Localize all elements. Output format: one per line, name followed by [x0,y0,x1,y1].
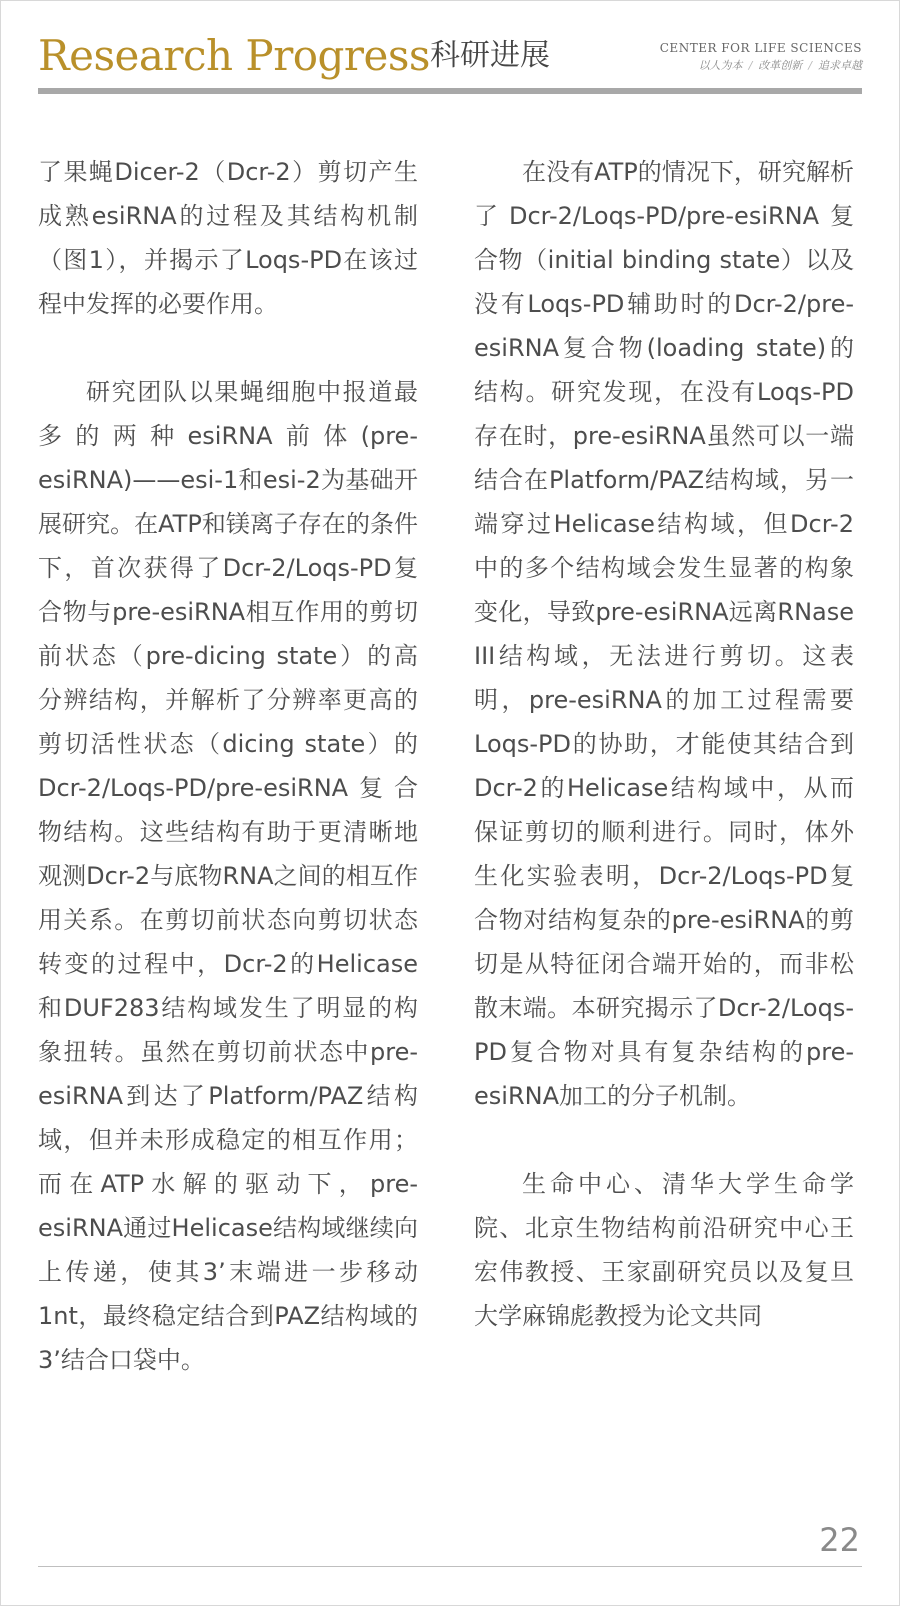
center-slogan [660,58,862,74]
page-header [38,26,862,96]
section-title-cn: 科研进展 [430,38,550,73]
paragraph: 研究团队以果蝇细胞中报道最多的两种esiRNA前体(pre-esiRNA)——esi-1和esi-2为基础开展研究。在ATP和镁离子存在的条件下，首次获得了Dcr-2/Loqs-PD复合物与pre-esiRNA相互作用的剪切前状态（pre-dicing state）的高分辨结构，并解析了分辨率更高的剪切活性状态（dicing state）的Dcr-2/Loqs-PD/pre-esiRNA复合物结构。这些结构有助于更清晰地观测Dcr-2与底物RNA之间的相互作用关系。在剪切前状态向剪切状态转变的过程中，Dcr-2的Helicase和DUF283结构域发生了明显的构象扭转。虽然在剪切前状态中pre-esiRNA到达了Platform/PAZ结构域，但并未形成稳定的相互作用；而在ATP水解的驱动下，pre-esiRNA通过Helicase结构域继续向上传递，使其3’末端进一步移动1nt，最终稳定结合到PAZ结构域的3’结合口袋中。 [38,378,418,1374]
paragraph: 生命中心、清华大学生命学院、北京生物结构前沿研究中心王宏伟教授、王家副研究员以及复旦大学麻锦彪教授为论文共同 [474,1170,854,1330]
section-title-en: Research Progress [38,31,430,80]
footer-rule [38,1566,862,1567]
paragraph: 了果蝇Dicer-2（Dcr-2）剪切产生成熟esiRNA的过程及其结构机制（图1），并揭示了Loqs-PD在该过程中发挥的必要作用。 [38,158,418,318]
center-branding [660,40,862,74]
page-number: 22 [819,1521,860,1559]
left-column [38,150,418,1382]
slogan-part-3: 追求卓越 [818,59,862,72]
right-column [474,150,854,1338]
slogan-part-2: 改革创新 [758,59,803,72]
center-name: CENTER FOR LIFE SCIENCES [659,41,862,55]
slogan-separator: / [808,59,812,72]
slogan-part-1: 以人为本 [698,59,743,72]
slogan-separator: / [748,59,753,72]
paragraph: 在没有ATP的情况下，研究解析了Dcr-2/Loqs-PD/pre-esiRNA复合物（initial binding state）以及没有Loqs-PD辅助时的Dcr-2/pre-esiRNA复合物(loading state)的结构。研究发现，在没有Loqs-PD存在时，pre-esiRNA虽然可以一端结合在Platform/PAZ结构域，另一端穿过Helicase结构域，但Dcr-2中的多个结构域会发生显著的构象变化，导致pre-esiRNA远离RNase III结构域，无法进行剪切。这表明，pre-esiRNA的加工过程需要Loqs-PD的协助，才能使其结合到Dcr-2的Helicase结构域中，从而保证剪切的顺利进行。同时，体外生化实验表明，Dcr-2/Loqs-PD复合物对结构复杂的pre-esiRNA的剪切是从特征闭合端开始的，而非松散末端。本研究揭示了Dcr-2/Loqs-PD复合物对具有复杂结构的pre-esiRNA加工的分子机制。 [474,158,854,1110]
header-rule [38,88,862,94]
